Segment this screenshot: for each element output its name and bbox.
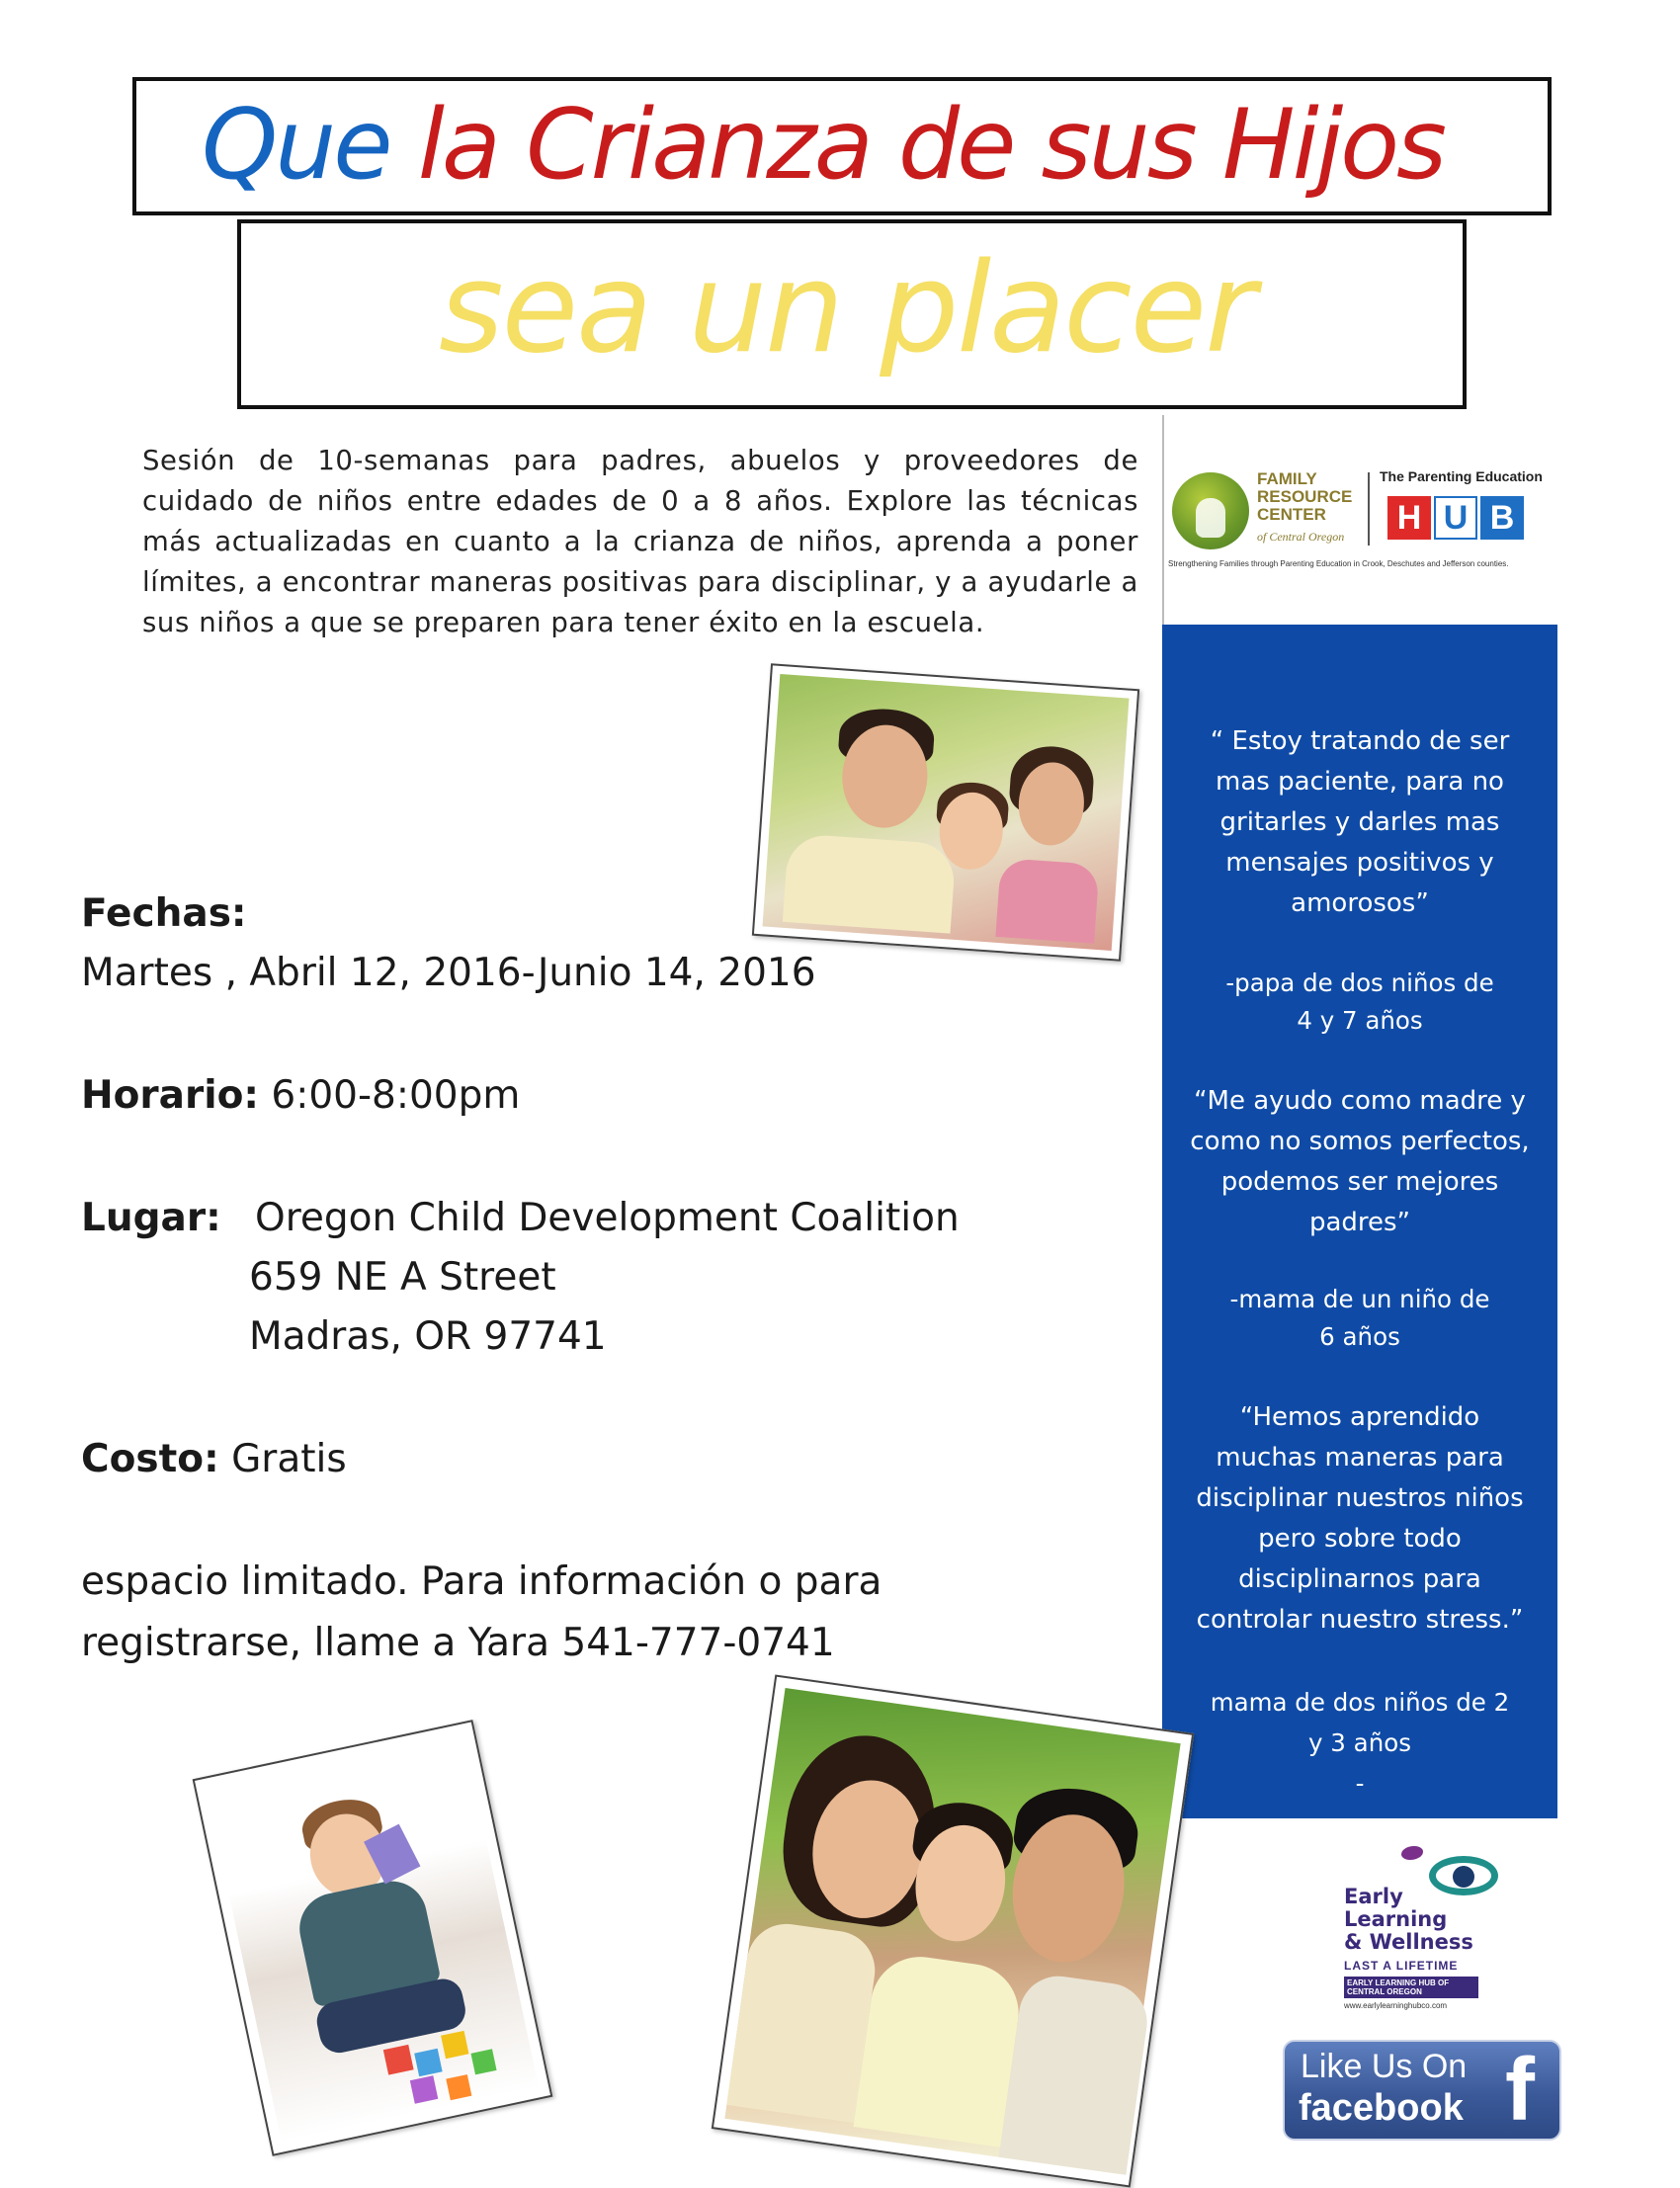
lugar-label: Lugar: xyxy=(81,1196,221,1240)
early-learning-name: Early Learning & Wellness xyxy=(1344,1885,1473,1954)
title-line-1 xyxy=(202,89,1444,202)
facebook-wordmark: facebook xyxy=(1299,2087,1464,2129)
testimonial-3-author: mama de dos niños de 2 y 3 años - xyxy=(1210,1688,1510,1798)
parenting-hub-logo xyxy=(1380,466,1550,553)
testimonial-1-author: -papa de dos niños de 4 y 7 años xyxy=(1225,968,1494,1035)
bird-icon xyxy=(1401,1846,1423,1860)
early-learning-tagline: LAST A LIFETIME xyxy=(1344,1959,1459,1973)
title-line-2: sea un placer xyxy=(439,235,1254,380)
hub-letters xyxy=(1387,496,1524,540)
testimonial-2-quote: “Me ayudo como madre y como no somos perfectos, podemos ser mejores padres” xyxy=(1190,1086,1530,1237)
lugar-line-3: Madras, OR 97741 xyxy=(249,1314,607,1359)
intro-paragraph: Sesión de 10-semanas para padres, abuelos y proveedores de cuidado de niños entre edades de 0 a 8 años. Explore las técnicas más actualizadas en cuanto a la crianza de niños, aprenda a poner límites, a encontrar maneras positivas para disciplinar, y a ayudarle a sus niños a que se preparen para tener éxito en la escuela. xyxy=(142,445,1138,638)
costo-label: Costo: xyxy=(81,1437,219,1481)
frc-name: FAMILY RESOURCE CENTER xyxy=(1257,469,1353,524)
tree-icon xyxy=(1172,472,1249,549)
early-learning-url: www.earlylearninghubco.com xyxy=(1344,2001,1448,2010)
hub-letter-b: B xyxy=(1480,496,1524,540)
horario-row xyxy=(81,1073,520,1118)
contact-line-2: registrarse, llame a Yara 541-777-0741 xyxy=(81,1621,835,1665)
fechas-value: Martes , Abril 12, 2016-Junio 14, 2016 xyxy=(81,951,816,995)
facebook-like-button[interactable] xyxy=(1283,2040,1561,2141)
testimonial-1-quote: “ Estoy tratando de ser mas paciente, para no gritarles y darles mas mensajes positivos y amorosos” xyxy=(1210,726,1510,918)
facebook-f-icon: f xyxy=(1505,2041,1535,2140)
early-learning-hub: EARLY LEARNING HUB OF CENTRAL OREGON xyxy=(1344,1977,1478,1998)
child-photo xyxy=(193,1720,553,2156)
horario-value: 6:00-8:00pm xyxy=(271,1073,521,1118)
frc-subtitle: of Central Oregon xyxy=(1257,530,1345,544)
hub-letter-u: U xyxy=(1434,496,1477,540)
fechas-label: Fechas: xyxy=(81,891,247,936)
title-word-que: Que xyxy=(202,89,390,202)
family-photo-bottom xyxy=(712,1674,1194,2187)
title-box-bottom xyxy=(237,219,1467,409)
testimonial-3-quote: “Hemos aprendido muchas maneras para disciplinar nuestros niños pero sobre todo disciplinarnos para controlar nuestro stress.” xyxy=(1196,1402,1524,1635)
title-box-top xyxy=(132,77,1552,215)
horario-label: Horario: xyxy=(81,1073,259,1118)
lugar-line-1: Oregon Child Development Coalition xyxy=(255,1196,960,1240)
title-crianza: la Crianza de sus Hijos xyxy=(417,89,1445,202)
early-learning-wellness-logo xyxy=(1340,1840,1577,2028)
hub-title: The Parenting Education xyxy=(1380,468,1543,484)
costo-row xyxy=(81,1437,347,1481)
contact-line-1: espacio limitado. Para información o para xyxy=(81,1559,882,1604)
logo-tagline: Strengthening Families through Parenting Education in Crook, Deschutes and Jefferson counties. xyxy=(1168,559,1509,568)
family-photo-top xyxy=(752,663,1139,961)
lugar-line-2: 659 NE A Street xyxy=(249,1255,556,1300)
hub-letter-h: H xyxy=(1387,496,1431,540)
costo-value: Gratis xyxy=(231,1437,347,1481)
testimonial-2-author: -mama de un niño de 6 años xyxy=(1229,1285,1490,1351)
facebook-like-text: Like Us On xyxy=(1301,2048,1468,2085)
family-resource-center-logo xyxy=(1172,468,1360,553)
testimonials-panel xyxy=(1162,625,1557,1818)
